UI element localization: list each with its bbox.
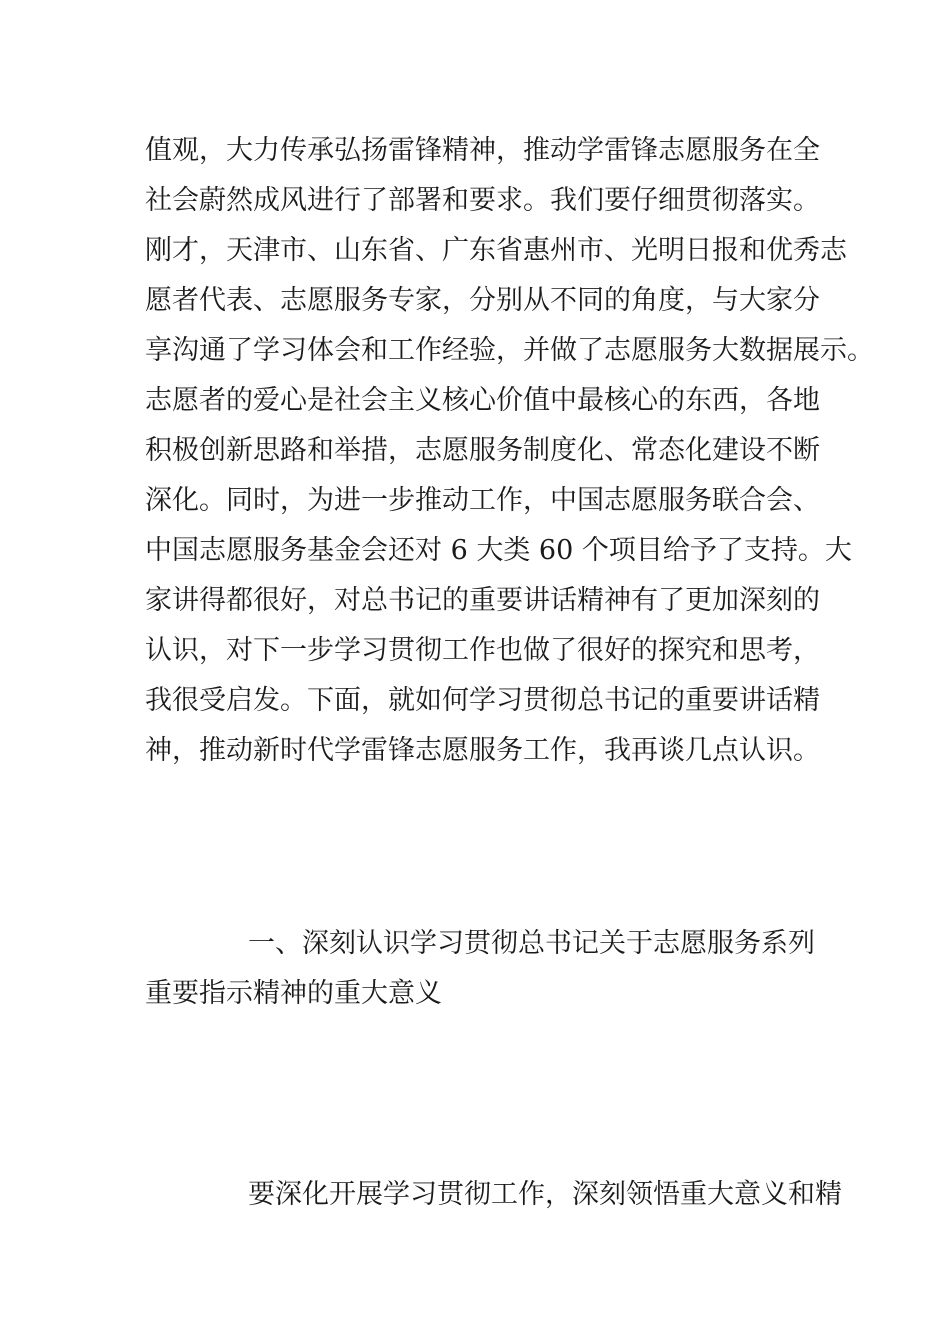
body-text-line: 神，推动新时代学雷锋志愿服务工作，我再谈几点认识。: [145, 735, 820, 766]
body-text-line: 刚才，天津市、山东省、广东省惠州市、光明日报和优秀志: [145, 235, 847, 266]
body-text-line: 我很受启发。下面，就如何学习贯彻总书记的重要讲话精: [145, 685, 820, 716]
body-text-line: 社会蔚然成风进行了部署和要求。我们要仔细贯彻落实。: [145, 185, 820, 216]
body-text-line: 积极创新思路和举措，志愿服务制度化、常态化建设不断: [145, 435, 820, 466]
body-text-line: 享沟通了学习体会和工作经验，并做了志愿服务大数据展示。: [145, 335, 874, 366]
section-heading-line: 一、深刻认识学习贯彻总书记关于志愿服务系列: [248, 928, 815, 959]
body-text-line: 家讲得都很好，对总书记的重要讲话精神有了更加深刻的: [145, 585, 820, 616]
body-text-line: 愿者代表、志愿服务专家，分别从不同的角度，与大家分: [145, 285, 820, 316]
body-text-line: 深化。同时，为进一步推动工作，中国志愿服务联合会、: [145, 485, 820, 516]
body-text-line: 要深化开展学习贯彻工作，深刻领悟重大意义和精: [248, 1179, 842, 1210]
body-text-line: 值观，大力传承弘扬雷锋精神，推动学雷锋志愿服务在全: [145, 135, 820, 166]
body-text-line: 中国志愿服务基金会还对 6 大类 60 个项目给予了支持。大: [145, 535, 852, 566]
section-heading-line: 重要指示精神的重大意义: [145, 978, 442, 1009]
body-text-line: 志愿者的爱心是社会主义核心价值中最核心的东西，各地: [145, 385, 820, 416]
body-text-line: 认识，对下一步学习贯彻工作也做了很好的探究和思考，: [145, 635, 820, 666]
